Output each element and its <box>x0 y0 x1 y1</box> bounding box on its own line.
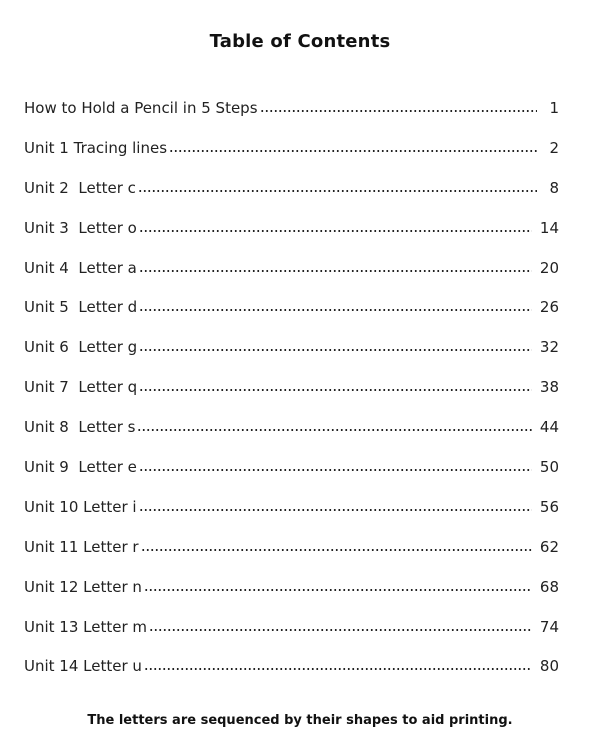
dot-leader <box>139 230 532 232</box>
toc-entry-page: 74 <box>539 617 559 636</box>
toc-entry <box>24 287 559 327</box>
toc-entry <box>24 487 559 527</box>
toc-entry <box>24 248 559 288</box>
toc-entry <box>24 367 559 407</box>
toc-entry-page: 26 <box>539 298 559 317</box>
dot-leader <box>139 270 532 272</box>
toc-entry-page: 20 <box>539 258 559 277</box>
toc-entry-label: Unit 10 Letter i <box>24 497 137 516</box>
toc-entry-label: Unit 4 Letter a <box>24 258 137 277</box>
toc-entry-label: How to Hold a Pencil in 5 Steps <box>24 98 258 117</box>
toc-entry-page: 80 <box>539 657 559 676</box>
toc-entry <box>24 208 559 248</box>
dot-leader <box>260 110 537 112</box>
dot-leader <box>139 309 532 311</box>
toc-entry <box>24 407 559 447</box>
toc-entry-page: 1 <box>549 98 559 117</box>
footer-note: The letters are sequenced by their shapes to aid printing. <box>87 713 513 728</box>
toc-entry-page: 56 <box>539 497 559 516</box>
toc-entry-page: 68 <box>539 577 559 596</box>
toc-entry-page: 2 <box>549 138 559 157</box>
dot-leader <box>139 389 532 391</box>
dot-leader <box>144 589 532 591</box>
toc-entry-label: Unit 7 Letter q <box>24 378 138 397</box>
dot-leader <box>141 549 532 551</box>
toc-entry-label: Unit 1 Tracing lines <box>24 138 168 157</box>
toc-entry <box>24 447 559 487</box>
dot-leader <box>149 629 532 631</box>
toc-entry-page: 44 <box>539 418 559 437</box>
toc-entry-label: Unit 12 Letter n <box>24 577 142 596</box>
toc-entry-label: Unit 2 Letter c <box>24 178 136 197</box>
toc-entry-page: 32 <box>539 338 559 357</box>
dot-leader <box>138 190 537 192</box>
dot-leader <box>139 349 532 351</box>
dot-leader <box>144 668 532 670</box>
toc-entry-page: 8 <box>549 178 559 197</box>
toc-entry-page: 50 <box>539 457 559 476</box>
toc-entry-label: Unit 6 Letter g <box>24 338 138 357</box>
toc-entry-label: Unit 14 Letter u <box>24 657 142 676</box>
toc-entry-label: Unit 5 Letter d <box>24 298 138 317</box>
toc-entry <box>24 327 559 367</box>
toc-entry-label: Unit 3 Letter o <box>24 218 137 237</box>
toc-entry <box>24 567 559 607</box>
toc-entry-label: Unit 9 Letter e <box>24 457 137 476</box>
toc-entry-label: Unit 8 Letter s <box>24 418 136 437</box>
dot-leader <box>137 429 531 431</box>
toc-entry <box>24 128 559 168</box>
toc-entry <box>24 527 559 567</box>
toc-entry-page: 14 <box>539 218 559 237</box>
toc-entry-page: 38 <box>539 378 559 397</box>
toc-entry <box>24 168 559 208</box>
toc-entry <box>24 607 559 647</box>
dot-leader <box>169 150 537 152</box>
dot-leader <box>139 509 532 511</box>
toc-entry <box>24 88 559 128</box>
toc-entry-page: 62 <box>539 537 559 556</box>
page-title: Table of Contents <box>209 31 391 52</box>
dot-leader <box>139 469 532 471</box>
toc-entry-label: Unit 11 Letter r <box>24 537 139 556</box>
toc-entry <box>24 646 559 686</box>
toc-entry-label: Unit 13 Letter m <box>24 617 148 636</box>
table-of-contents <box>24 88 559 686</box>
